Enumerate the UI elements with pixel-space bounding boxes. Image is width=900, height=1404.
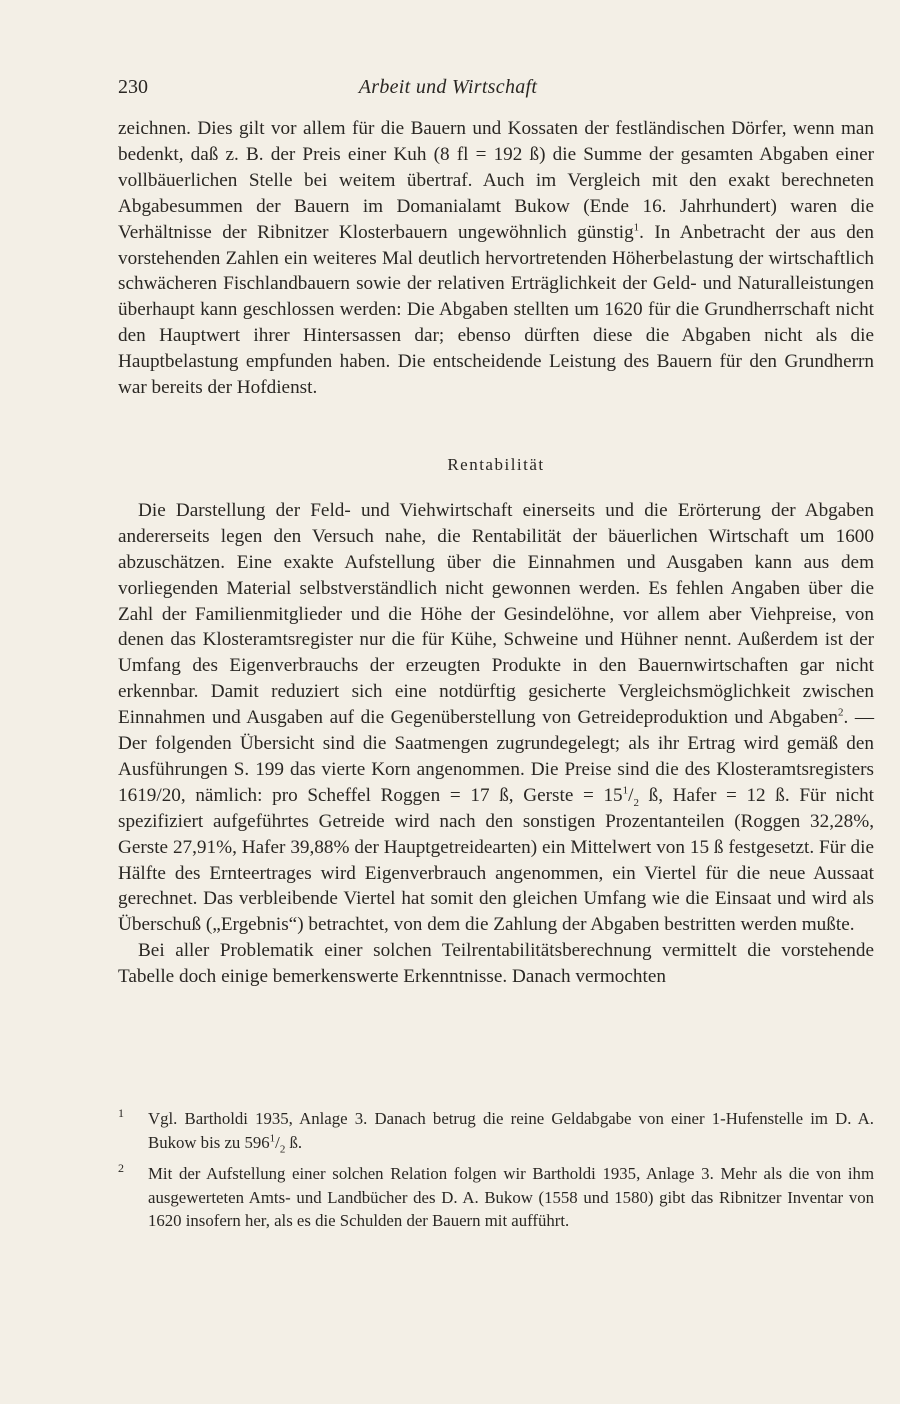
- footnote-mark: 1: [118, 1106, 124, 1120]
- fraction-numerator: 1: [269, 1131, 276, 1144]
- percent-sign: %: [333, 836, 350, 858]
- running-title: Arbeit und Wirtschaft: [358, 76, 538, 98]
- footnote-mark: 2: [118, 1161, 124, 1175]
- text-run: , Gerste 27,91: [118, 810, 874, 858]
- footnote-text: Vgl. Bartholdi 1935, Anlage 3. Danach betrug die reine Geldabgabe von einer 1-Hufenstelle im D. A. Bukow bis zu 596: [148, 1109, 874, 1152]
- page-header: [118, 74, 778, 100]
- text-run: ß, Hafer = 12 ß. Für nicht spezifiziert aufgeführtes Getreide wird nach den sonstigen Prozentanteilen (Roggen 32,28: [118, 784, 874, 832]
- percent-sign: %: [853, 810, 870, 832]
- text-run: . In Anbetracht der aus den vorstehenden Zahlen ein weiteres Mal deutlich hervortretenden Höherbelastung der wirtschaftlich schwächeren Fischlandbauern sowie der relativen Erträglichkeit der Geld- und Naturalleistungen überhaupt kann geschlossen werden: Die Abgaben stellten um 1620 für die Grundherrschaft nicht den Hauptwert ihrer Hintersassen dar; ebenso dürften diese die Abgaben nicht als die Hauptbelastung empfunden haben. Die entscheidende Leistung des Bauern für den Grundherrn war bereits der Hofdienst.: [118, 221, 874, 399]
- fraction-denominator: 2: [279, 1142, 286, 1155]
- text-run: Die Darstellung der Feld- und Viehwirtschaft einerseits und die Erörterung der Abgaben andererseits legen den Versuch nahe, die Rentabilität der bäuerlichen Wirtschaft um 1600 abzuschätzen. Eine exakte Aufstellung über die Einnahmen und Ausgaben kann aus dem vorliegenden Material selbstverständlich nicht gewonnen werden. Es fehlen Angaben über die Zahl der Familienmitglieder und die Höhe der Gesindelöhne, vor allem aber Viehpreise, von denen das Klosteramtsregister nur die für Kühe, Schweine und Hühner nennt. Außerdem ist der Umfang des Eigenverbrauchs der erzeugten Produkte in den Bauernwirtschaften gar nicht erkennbar. Damit reduziert sich eine notdürftig gesicherte Vergleichsmöglichkeit zwischen Einnahmen und Ausgaben auf die Gegenüberstellung von Getreideproduktion und Abgaben: [118, 499, 874, 729]
- text-run: der Hauptgetreidearten) ein Mittelwert von 15 ß festgesetzt. Für die Hälfte des Ernteertrages wird Eigenverbrauch angenommen, ein Viertel für die neue Aussaat gerechnet. Das verbleibende Viertel hat somit den gleichen Umfang wie die Einsaat und wird als Überschuß („Ergebnis“) betrachtet, von dem die Zahlung der Abgaben bestritten werden mußte.: [118, 836, 875, 936]
- fraction-denominator: 2: [633, 796, 639, 809]
- text-run: , Hafer 39,88: [232, 836, 334, 858]
- footnote-reference: 2: [837, 706, 844, 719]
- paragraph-3: Bei aller Problematik einer solchen Teilrentabilitätsberechnung vermittelt die vorstehende Tabelle doch einige bemerkenswerte Erkenntnisse. Danach vermochten: [118, 940, 874, 988]
- section-heading: Rentabilität: [447, 454, 545, 474]
- footnote-1: 1 Vgl. Bartholdi 1935, Anlage 3. Danach betrug die reine Geldabgabe von einer 1-Hufenstelle im D. A. Bukow bis zu $596^1/_2$ ß.: [118, 1107, 874, 1154]
- footnotes: [118, 1107, 874, 1241]
- paragraph-1: [118, 116, 874, 401]
- footnote-text: Mit der Aufstellung einer solchen Relation folgen wir Bartholdi 1935, Anlage 3. Mehr als die von ihm ausgewerteten Amts- und Landbücher des D. A. Bukow (1558 und 1580) gibt das Ribnitzer Inventar von 1620 insofern her, als es die Schulden der Bauern mit aufführt.: [148, 1164, 874, 1230]
- footnote-reference: 1: [633, 221, 640, 234]
- paragraph-2: Die Darstellung der Feld- und Viehwirtschaft einerseits und die Erörterung der Abgaben andererseits legen den Versuch nahe, die Rentabilität der bäuerlichen Wirtschaft um 1600 abzuschätzen. Eine exakte Aufstellung über die Einnahmen und Ausgaben kann aus dem vorliegenden Material selbstverständlich nicht gewonnen werden. Es fehlen Angaben über die Zahl der Familienmitglieder und die Höhe der Gesindelöhne, vor allem aber Viehpreise, von denen das Klosteramtsregister nur die für Kühe, Schweine und Hühner nennt. Außerdem ist der Umfang des Eigenverbrauchs der erzeugten Produkte in den Bauernwirtschaften gar nicht erkennbar. Damit reduziert sich eine notdürftig gesicherte Vergleichsmöglichkeit zwischen Einnahmen und Ausgaben auf die Gegenüberstellung von Getreideproduktion und Abgaben$^2$. — Der folgenden Übersicht sind die Saatmengen zugrundegelegt; als ihr Ertrag wird gemäß den Ausführungen S. 199 das vierte Korn angenommen. Die Preise sind die des Klosteramtsregisters 1619/20, nämlich: pro Scheffel Roggen = 17 ß, Gerste = $15^1/_2$ ß, Hafer = 12 ß. Für nicht spezifiziert aufgeführtes Getreide wird nach den sonstigen Prozentanteilen (Roggen 32,28%, Gerste 27,91%, Hafer 39,88% der Hauptgetreidearten) ein Mittelwert von 15 ß festgesetzt. Für die Hälfte des Ernteertrages wird Eigenverbrauch angenommen, ein Viertel für die neue Aussaat gerechnet. Das verbleibende Viertel hat somit den gleichen Umfang wie die Einsaat und wird als Überschuß („Ergebnis“) betrachtet, von dem die Zahlung der Abgaben bestritten werden mußte.: [118, 499, 875, 936]
- page-number: 230: [118, 76, 148, 98]
- percent-sign: %: [216, 836, 233, 858]
- text-run: . — Der folgenden Übersicht sind die Saatmengen zugrundegelegt; als ihr Ertrag wird gemäß den Ausführungen S. 199 das vierte Korn angenommen. Die Preise sind die des Klosteramtsregisters 1619/20, nämlich: pro Scheffel Roggen = 17 ß, Gerste = 15: [118, 707, 874, 806]
- footnote-2: [118, 1162, 874, 1233]
- body-text: [118, 116, 874, 990]
- fraction-numerator: 1: [622, 784, 629, 797]
- text-run: zeichnen. Dies gilt vor allem für die Bauern und Kossaten der festländischen Dörfer, wenn man bedenkt, daß z. B. der Preis einer Kuh (8 fl = 192 ß) die Summe der gesamten Abgaben einer vollbäuerlichen Stelle bei weitem übertraf. Auch im Vergleich mit den exakt berechneten Abgabesummen der Bauern im Domanialamt Bukow (Ende 16. Jahrhundert) waren die Verhältnisse der Ribnitzer Klosterbauern ungewöhnlich günstig: [118, 118, 874, 243]
- footnote-text: ß.: [285, 1132, 303, 1152]
